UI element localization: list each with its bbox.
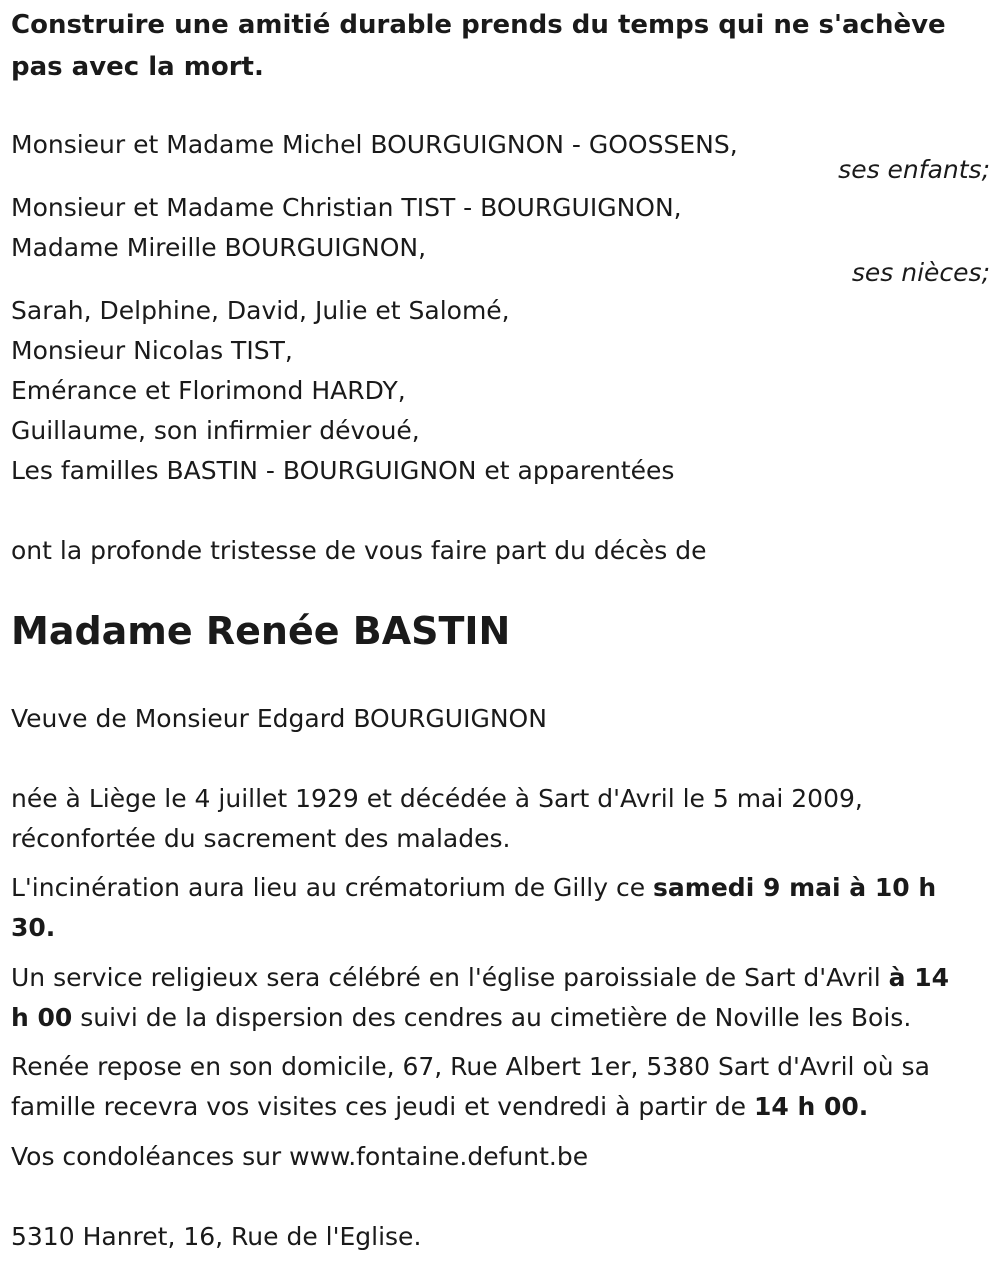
service-line-1 [11, 958, 990, 998]
others-line-5: Les familles BASTIN - BOURGUIGNON et apparentées [11, 456, 675, 485]
others-line-2: Monsieur Nicolas TIST, [11, 336, 293, 365]
reposing-line-2 [11, 1087, 990, 1127]
reposing-line-1: Renée repose en son domicile, 67, Rue Albert 1er, 5380 Sart d'Avril où sa [11, 1052, 930, 1081]
cremation-section [11, 868, 990, 948]
nieces-label: ses nièces; [851, 258, 990, 287]
service-time-end: h 00 [11, 1003, 73, 1032]
others-section [11, 291, 990, 491]
children-label: ses enfants; [838, 155, 990, 184]
nieces-label-row [11, 253, 990, 293]
opening-quote [11, 4, 990, 88]
children-line: Monsieur et Madame Michel BOURGUIGNON - GOOSSENS, [11, 130, 738, 159]
deceased-name-text: Madame Renée BASTIN [11, 609, 511, 653]
children-label-row [11, 150, 990, 190]
service-text-after: suivi de la dispersion des cendres au cimetière de Noville les Bois. [72, 1003, 912, 1032]
announcement [11, 531, 990, 571]
widow-of [11, 699, 990, 739]
cremation-line-1 [11, 868, 990, 908]
quote-text: Construire une amitié durable prends du temps qui ne s'achève pas avec la mort. [11, 10, 946, 82]
cremation-text: L'incinération aura lieu au crématorium de Gilly ce [11, 873, 654, 902]
reposing-section [11, 1047, 990, 1127]
widow-of-text: Veuve de Monsieur Edgard BOURGUIGNON [11, 704, 547, 733]
reposing-text: famille recevra vos visites ces jeudi et vendredi à partir de [11, 1092, 754, 1121]
others-line-1: Sarah, Delphine, David, Julie et Salomé, [11, 296, 510, 325]
birth-death-section [11, 779, 990, 859]
announcement-text: ont la profonde tristesse de vous faire part du décès de [11, 536, 707, 565]
service-line-2 [11, 998, 990, 1038]
birth-death-line-2: réconfortée du sacrement des malades. [11, 824, 511, 853]
condolences-text: Vos condoléances sur www.fontaine.defunt.be [11, 1142, 589, 1171]
nieces-line-2: Madame Mireille BOURGUIGNON, [11, 233, 427, 262]
address [11, 1217, 990, 1257]
service-text: Un service religieux sera célébré en l'église paroissiale de Sart d'Avril [11, 963, 889, 992]
cremation-line-2 [11, 908, 990, 948]
reposing-time: 14 h 00. [753, 1092, 869, 1121]
cremation-date: samedi 9 mai à 10 h [653, 873, 937, 902]
address-text: 5310 Hanret, 16, Rue de l'Eglise. [11, 1222, 422, 1251]
others-line-3: Emérance et Florimond HARDY, [11, 376, 406, 405]
birth-death-line-1: née à Liège le 4 juillet 1929 et décédée à Sart d'Avril le 5 mai 2009, [11, 784, 863, 813]
cremation-time-end: 30. [11, 913, 56, 942]
service-section [11, 958, 990, 1038]
deceased-name [11, 608, 990, 654]
condolences [11, 1137, 990, 1177]
others-line-4: Guillaume, son infirmier dévoué, [11, 416, 420, 445]
nieces-line-1: Monsieur et Madame Christian TIST - BOURGUIGNON, [11, 193, 682, 222]
service-time-start: à 14 [888, 963, 950, 992]
